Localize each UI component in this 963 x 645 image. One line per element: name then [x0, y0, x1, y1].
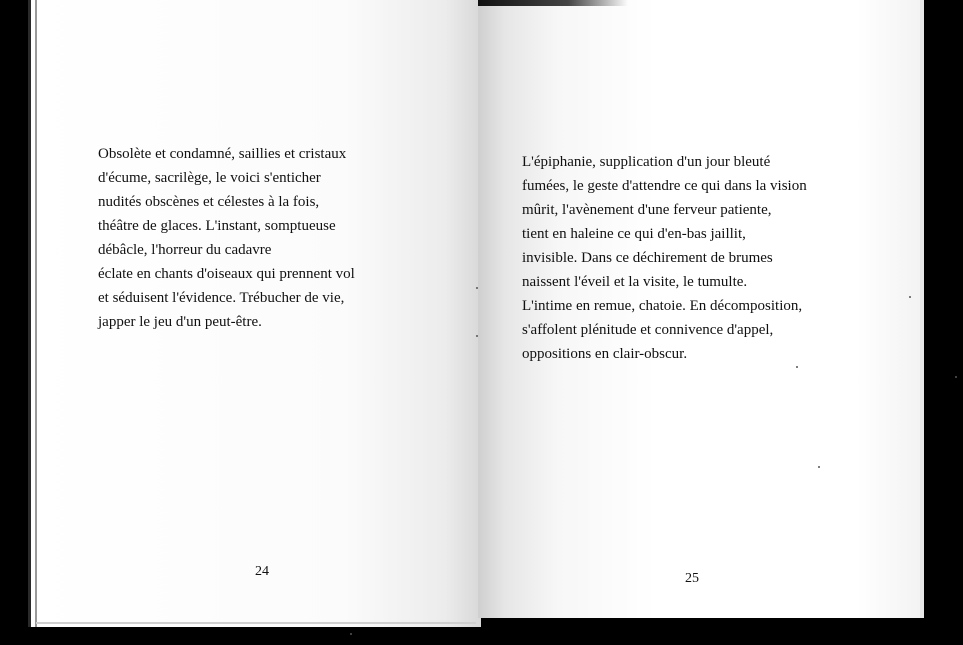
poem-line: théâtre de glaces. L'instant, somptueuse — [98, 218, 336, 234]
speck — [818, 466, 820, 468]
right-page — [478, 0, 924, 618]
poem-line: et séduisent l'évidence. Trébucher de vie, — [98, 290, 345, 306]
left-page — [28, 0, 481, 627]
poem-line: naissent l'éveil et la visite, le tumulte. — [522, 274, 748, 290]
poem-line: débâcle, l'horreur du cadavre — [98, 242, 272, 258]
poem-line: oppositions en clair-obscur. — [522, 346, 688, 362]
poem-line: éclate en chants d'oiseaux qui prennent vol — [98, 266, 355, 282]
left-poem — [98, 142, 355, 334]
speck — [909, 296, 911, 298]
spine-shadow — [478, 0, 628, 6]
poem-line: d'écume, sacrilège, le voici s'enticher — [98, 170, 321, 186]
speck — [476, 287, 478, 289]
poem-line: nudités obscènes et célestes à la fois, — [98, 194, 320, 210]
speck — [350, 633, 352, 635]
poem-line: L'épiphanie, supplication d'un jour bleuté — [522, 154, 771, 170]
poem-line: fumées, le geste d'attendre ce qui dans la vision — [522, 178, 807, 194]
right-page-number: 25 — [685, 571, 699, 586]
right-poem — [522, 150, 807, 366]
poem-line: Obsolète et condamné, saillies et cristaux — [98, 146, 347, 162]
speck — [476, 335, 478, 337]
poem-line: s'affolent plénitude et connivence d'appel, — [522, 322, 774, 338]
speck — [955, 376, 957, 378]
poem-line: tient en haleine ce qui d'en-bas jaillit, — [522, 226, 746, 242]
page-bottom-edge — [36, 622, 476, 624]
left-page-number: 24 — [255, 564, 269, 579]
poem-line: invisible. Dans ce déchirement de brumes — [522, 250, 773, 266]
speck — [796, 366, 798, 368]
poem-line: japper le jeu d'un peut-être. — [98, 314, 262, 330]
poem-line: mûrit, l'avènement d'une ferveur patiente, — [522, 202, 772, 218]
poem-line: L'intime en remue, chatoie. En décomposition, — [522, 298, 803, 314]
